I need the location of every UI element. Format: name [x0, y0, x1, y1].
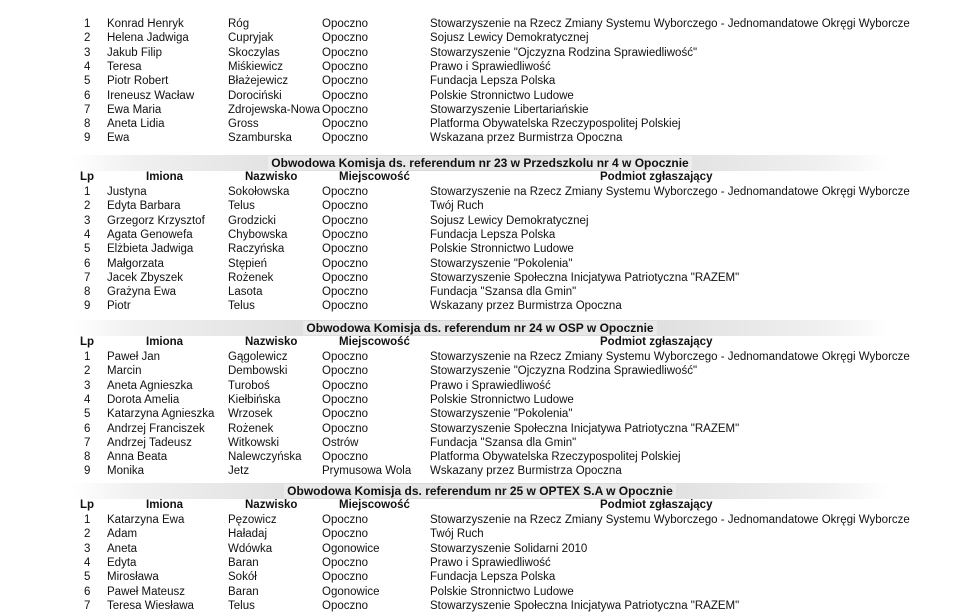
cell-imiona: Jacek Zbyszek: [107, 271, 184, 284]
cell-imiona: Ewa: [107, 132, 130, 145]
cell-miejscowosc: Opoczno: [322, 408, 369, 421]
header-nazwisko: Nazwisko: [245, 336, 298, 348]
cell-lp: 9: [84, 132, 91, 145]
cell-nazwisko: Baran: [228, 585, 259, 598]
cell-podmiot: Wskazany przez Burmistrza Opoczna: [430, 465, 622, 478]
cell-nazwisko: Róg: [228, 18, 250, 30]
cell-lp: 4: [84, 393, 91, 406]
cell-imiona: Piotr: [107, 300, 131, 313]
cell-miejscowosc: Opoczno: [322, 599, 369, 612]
header-imiona: Imiona: [146, 336, 184, 348]
cell-lp: 7: [84, 271, 91, 284]
cell-imiona: Jakub Filip: [107, 46, 162, 59]
cell-miejscowosc: Opoczno: [322, 451, 369, 464]
cell-nazwisko: Telus: [228, 200, 255, 213]
cell-nazwisko: Wrzosek: [228, 408, 273, 421]
cell-nazwisko: Haładaj: [228, 528, 267, 541]
cell-miejscowosc: Opoczno: [322, 528, 369, 541]
cell-miejscowosc: Opoczno: [322, 257, 369, 270]
cell-podmiot: Fundacja Lepsza Polska: [430, 228, 556, 241]
cell-podmiot: Wskazana przez Burmistrza Opoczna: [430, 132, 623, 145]
cell-miejscowosc: Opoczno: [322, 60, 369, 73]
cell-imiona: Piotr Robert: [107, 75, 169, 88]
cell-imiona: Aneta Lidia: [107, 118, 165, 131]
cell-podmiot: Fundacja "Szansa dla Gmin": [430, 436, 577, 449]
cell-nazwisko: Turoboś: [228, 379, 270, 392]
cell-nazwisko: Gągolewicz: [228, 351, 288, 363]
cell-miejscowosc: Opoczno: [322, 379, 369, 392]
header-podmiot: Podmiot zgłaszający: [600, 171, 713, 183]
cell-imiona: Marcin: [107, 365, 142, 378]
cell-imiona: Teresa Wiesława: [107, 599, 194, 612]
table-header-row: [0, 334, 960, 350]
cell-miejscowosc: Opoczno: [322, 300, 369, 313]
cell-lp: 4: [84, 60, 91, 73]
cell-lp: 8: [84, 118, 91, 131]
cell-podmiot: Twój Ruch: [430, 200, 484, 213]
commission-title-text: Obwodowa Komisja ds. referendum nr 24 w OSP w Opocznie: [303, 321, 656, 335]
cell-miejscowosc: Opoczno: [322, 556, 369, 569]
cell-nazwisko: Telus: [228, 300, 255, 313]
cell-imiona: Edyta Barbara: [107, 200, 181, 213]
cell-nazwisko: Skoczylas: [228, 46, 280, 59]
cell-nazwisko: Jetz: [228, 465, 250, 478]
cell-lp: 1: [84, 514, 91, 526]
cell-podmiot: Prawo i Sprawiedliwość: [430, 379, 551, 392]
cell-lp: 3: [84, 542, 91, 555]
cell-podmiot: Stowarzyszenie "Ojczyzna Rodzina Sprawiedliwość": [430, 365, 698, 378]
cell-imiona: Mirosława: [107, 571, 159, 584]
cell-imiona: Edyta: [107, 556, 137, 569]
cell-nazwisko: Zdrojewska-Nowa: [228, 103, 321, 116]
cell-lp: 9: [84, 300, 91, 313]
cell-lp: 5: [84, 571, 91, 584]
cell-lp: 5: [84, 408, 91, 421]
cell-lp: 7: [84, 599, 91, 612]
cell-lp: 6: [84, 89, 91, 102]
cell-podmiot: Stowarzyszenie Społeczna Inicjatywa Patriotyczna "RAZEM": [430, 271, 740, 284]
cell-podmiot: Fundacja "Szansa dla Gmin": [430, 286, 577, 299]
cell-nazwisko: Kiełbińska: [228, 393, 281, 406]
cell-imiona: Agata Genowefa: [107, 228, 193, 241]
header-lp: Lp: [80, 499, 95, 511]
cell-lp: 8: [84, 286, 91, 299]
cell-lp: 3: [84, 214, 91, 227]
cell-lp: 2: [84, 528, 91, 541]
cell-nazwisko: Grodzicki: [228, 214, 276, 227]
cell-imiona: Elżbieta Jadwiga: [107, 243, 194, 256]
commission-title-text: Obwodowa Komisja ds. referendum nr 25 w OPTEX S.A w Opocznie: [284, 484, 676, 498]
cell-nazwisko: Miśkiewicz: [228, 60, 283, 73]
cell-lp: 1: [84, 186, 91, 198]
table-row: [0, 463, 960, 479]
cell-imiona: Małgorzata: [107, 257, 164, 270]
cell-podmiot: Polskie Stronnictwo Ludowe: [430, 243, 574, 256]
cell-podmiot: Platforma Obywatelska Rzeczypospolitej Polskiej: [430, 451, 681, 464]
table-row: [0, 598, 960, 614]
cell-nazwisko: Lasota: [228, 286, 263, 299]
cell-miejscowosc: Ogonowice: [322, 542, 380, 555]
cell-miejscowosc: Opoczno: [322, 365, 369, 378]
cell-miejscowosc: Opoczno: [322, 243, 369, 256]
cell-podmiot: Sojusz Lewicy Demokratycznej: [430, 214, 589, 227]
cell-nazwisko: Sokół: [228, 571, 257, 584]
cell-imiona: Katarzyna Ewa: [107, 514, 185, 526]
cell-nazwisko: Cupryjak: [228, 32, 274, 45]
cell-nazwisko: Błażejewicz: [228, 75, 289, 88]
cell-nazwisko: Chybowska: [228, 228, 288, 241]
cell-nazwisko: Baran: [228, 556, 259, 569]
header-lp: Lp: [80, 336, 95, 348]
table-header-row: [0, 497, 960, 513]
cell-miejscowosc: Opoczno: [322, 46, 369, 59]
cell-lp: 1: [84, 351, 91, 363]
cell-lp: 2: [84, 365, 91, 378]
cell-nazwisko: Gross: [228, 118, 259, 131]
cell-lp: 3: [84, 46, 91, 59]
cell-podmiot: Stowarzyszenie na Rzecz Zmiany Systemu Wyborczego - Jednomandatowe Okręgi Wyborcze: [430, 514, 910, 526]
header-podmiot: Podmiot zgłaszający: [600, 336, 713, 348]
cell-podmiot: Polskie Stronnictwo Ludowe: [430, 585, 574, 598]
cell-miejscowosc: Ogonowice: [322, 585, 380, 598]
cell-nazwisko: Raczyńska: [228, 243, 285, 256]
cell-nazwisko: Wdówka: [228, 542, 273, 555]
cell-podmiot: Prawo i Sprawiedliwość: [430, 556, 551, 569]
cell-podmiot: Stowarzyszenie "Pokolenia": [430, 408, 573, 421]
header-imiona: Imiona: [146, 499, 184, 511]
cell-podmiot: Stowarzyszenie Społeczna Inicjatywa Patriotyczna "RAZEM": [430, 422, 740, 435]
cell-lp: 7: [84, 436, 91, 449]
header-podmiot: Podmiot zgłaszający: [600, 499, 713, 511]
cell-nazwisko: Stępień: [228, 257, 268, 270]
cell-miejscowosc: Opoczno: [322, 351, 369, 363]
cell-miejscowosc: Opoczno: [322, 132, 369, 145]
cell-imiona: Adam: [107, 528, 138, 541]
cell-imiona: Aneta: [107, 542, 138, 555]
cell-podmiot: Fundacja Lepsza Polska: [430, 571, 556, 584]
cell-imiona: Katarzyna Agnieszka: [107, 408, 215, 421]
table-header-row: [0, 169, 960, 185]
cell-imiona: Ireneusz Wacław: [107, 89, 195, 102]
cell-imiona: Dorota Amelia: [107, 393, 180, 406]
header-miejscowosc: Miejscowość: [339, 171, 410, 183]
cell-podmiot: Prawo i Sprawiedliwość: [430, 60, 551, 73]
cell-nazwisko: Rożenek: [228, 422, 274, 435]
cell-miejscowosc: Opoczno: [322, 200, 369, 213]
cell-podmiot: Sojusz Lewicy Demokratycznej: [430, 32, 589, 45]
cell-imiona: Justyna: [107, 186, 147, 198]
cell-miejscowosc: Opoczno: [322, 286, 369, 299]
cell-miejscowosc: Opoczno: [322, 186, 369, 198]
cell-miejscowosc: Opoczno: [322, 103, 369, 116]
cell-podmiot: Polskie Stronnictwo Ludowe: [430, 89, 574, 102]
cell-podmiot: Wskazany przez Burmistrza Opoczna: [430, 300, 622, 313]
cell-nazwisko: Witkowski: [228, 436, 280, 449]
cell-miejscowosc: Opoczno: [322, 422, 369, 435]
cell-imiona: Ewa Maria: [107, 103, 162, 116]
cell-imiona: Paweł Jan: [107, 351, 161, 363]
cell-lp: 9: [84, 465, 91, 478]
cell-lp: 7: [84, 103, 91, 116]
cell-miejscowosc: Opoczno: [322, 214, 369, 227]
header-miejscowosc: Miejscowość: [339, 336, 410, 348]
cell-imiona: Anna Beata: [107, 451, 168, 464]
cell-imiona: Andrzej Tadeusz: [107, 436, 192, 449]
cell-podmiot: Stowarzyszenie na Rzecz Zmiany Systemu Wyborczego - Jednomandatowe Okręgi Wyborcze: [430, 186, 910, 198]
cell-lp: 5: [84, 75, 91, 88]
cell-miejscowosc: Ostrów: [322, 436, 359, 449]
header-miejscowosc: Miejscowość: [339, 499, 410, 511]
cell-nazwisko: Pęzowicz: [228, 514, 277, 526]
cell-podmiot: Twój Ruch: [430, 528, 484, 541]
table-row: [0, 298, 960, 314]
cell-lp: 2: [84, 200, 91, 213]
cell-podmiot: Stowarzyszenie "Pokolenia": [430, 257, 573, 270]
cell-lp: 6: [84, 257, 91, 270]
cell-nazwisko: Telus: [228, 599, 255, 612]
cell-imiona: Teresa: [107, 60, 142, 73]
header-nazwisko: Nazwisko: [245, 499, 298, 511]
cell-podmiot: Stowarzyszenie Solidarni 2010: [430, 542, 588, 555]
cell-nazwisko: Nalewczyńska: [228, 451, 302, 464]
header-imiona: Imiona: [146, 171, 184, 183]
cell-nazwisko: Rożenek: [228, 271, 274, 284]
cell-podmiot: Fundacja Lepsza Polska: [430, 75, 556, 88]
cell-nazwisko: Dorociński: [228, 89, 282, 102]
cell-imiona: Aneta Agnieszka: [107, 379, 193, 392]
cell-imiona: Konrad Henryk: [107, 18, 184, 30]
cell-podmiot: Stowarzyszenie Społeczna Inicjatywa Patriotyczna "RAZEM": [430, 599, 740, 612]
commission-title-text: Obwodowa Komisja ds. referendum nr 23 w Przedszkolu nr 4 w Opocznie: [268, 156, 691, 170]
cell-lp: 2: [84, 32, 91, 45]
cell-imiona: Andrzej Franciszek: [107, 422, 205, 435]
cell-imiona: Grażyna Ewa: [107, 286, 177, 299]
cell-miejscowosc: Opoczno: [322, 89, 369, 102]
cell-miejscowosc: Opoczno: [322, 118, 369, 131]
cell-lp: 5: [84, 243, 91, 256]
cell-miejscowosc: Opoczno: [322, 393, 369, 406]
cell-lp: 8: [84, 451, 91, 464]
cell-podmiot: Platforma Obywatelska Rzeczypospolitej Polskiej: [430, 118, 681, 131]
cell-miejscowosc: Opoczno: [322, 271, 369, 284]
cell-miejscowosc: Opoczno: [322, 75, 369, 88]
cell-miejscowosc: Opoczno: [322, 32, 369, 45]
cell-podmiot: Polskie Stronnictwo Ludowe: [430, 393, 574, 406]
cell-podmiot: Stowarzyszenie Libertariańskie: [430, 103, 589, 116]
cell-podmiot: Stowarzyszenie na Rzecz Zmiany Systemu Wyborczego - Jednomandatowe Okręgi Wyborcze: [430, 351, 910, 363]
cell-lp: 6: [84, 422, 91, 435]
table-row: [0, 130, 960, 146]
cell-lp: 4: [84, 228, 91, 241]
cell-miejscowosc: Opoczno: [322, 571, 369, 584]
cell-miejscowosc: Prymusowa Wola: [322, 465, 412, 478]
header-nazwisko: Nazwisko: [245, 171, 298, 183]
cell-imiona: Grzegorz Krzysztof: [107, 214, 205, 227]
cell-lp: 1: [84, 18, 91, 30]
cell-lp: 6: [84, 585, 91, 598]
cell-nazwisko: Dembowski: [228, 365, 288, 378]
cell-lp: 3: [84, 379, 91, 392]
cell-imiona: Paweł Mateusz: [107, 585, 185, 598]
cell-nazwisko: Szamburska: [228, 132, 292, 145]
cell-miejscowosc: Opoczno: [322, 18, 369, 30]
cell-imiona: Helena Jadwiga: [107, 32, 189, 45]
cell-podmiot: Stowarzyszenie na Rzecz Zmiany Systemu Wyborczego - Jednomandatowe Okręgi Wyborcze: [430, 18, 910, 30]
cell-podmiot: Stowarzyszenie "Ojczyzna Rodzina Sprawiedliwość": [430, 46, 698, 59]
cell-lp: 4: [84, 556, 91, 569]
cell-miejscowosc: Opoczno: [322, 514, 369, 526]
header-lp: Lp: [80, 171, 95, 183]
cell-imiona: Monika: [107, 465, 145, 478]
cell-miejscowosc: Opoczno: [322, 228, 369, 241]
cell-nazwisko: Sokołowska: [228, 186, 290, 198]
